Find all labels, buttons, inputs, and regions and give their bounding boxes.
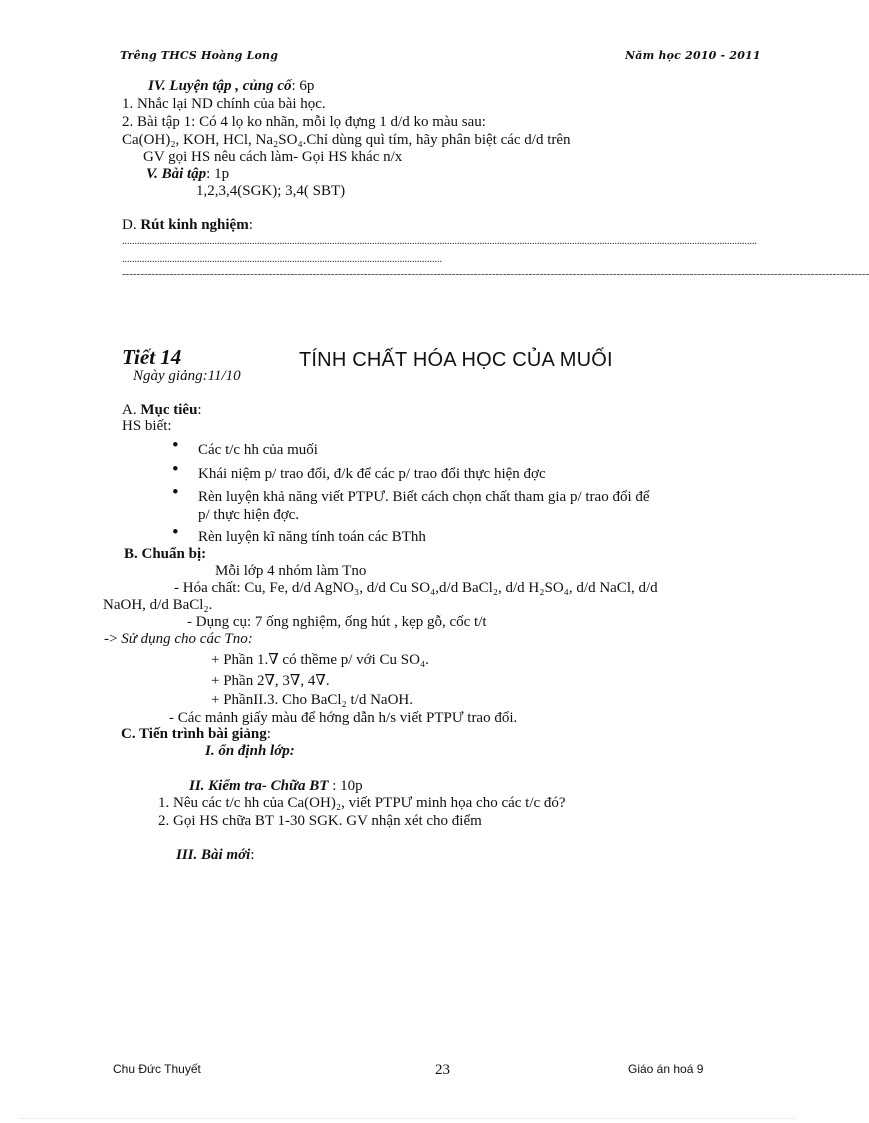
objective-item: Rèn luyện khả năng viết PTPƯ. Biết cách chọn chất tham gia p/ trao đổi để xyxy=(198,489,650,505)
objectives-heading: Mục tiêu xyxy=(140,402,198,418)
experience-label: D. xyxy=(122,217,141,233)
homework-heading-line xyxy=(146,166,229,182)
process-colon: : xyxy=(266,726,271,742)
preparation-use-3: + PhầnII.3. Cho BaCl₂ t/d NaOH. xyxy=(211,692,414,708)
preparation-paper: - Các mảnh giấy màu để hớng dẫn h/s viết PTPƯ trao đổi. xyxy=(169,710,518,726)
practice-time: : 6p xyxy=(291,78,315,94)
bullet-dot: • xyxy=(172,522,179,543)
practice-line-1: 1. Nhắc lại ND chính của bài học. xyxy=(122,96,326,112)
preparation-chemicals-1: - Hóa chất: Cu, Fe, d/d AgNO₃, d/d Cu SO₄,d/d BaCl₂, d/d H₂SO₄, d/d NaCl, d/d xyxy=(174,580,658,596)
preparation-use-2: + Phần 2∇, 3∇, 4∇. xyxy=(211,673,330,689)
process-step-1: I. ổn định lớp: xyxy=(205,743,295,759)
process-step-3-line xyxy=(176,847,255,863)
preparation-use-1: + Phần 1.∇ có thềme p/ với Cu SO₄. xyxy=(211,652,429,668)
footer-doc-title: Giáo án hoá 9 xyxy=(628,1062,704,1076)
objective-item: Khái niệm p/ trao đổi, đ/k để các p/ trao đổi thực hiện đợc xyxy=(198,466,546,482)
objective-item-continued: p/ thực hiện đợc. xyxy=(198,507,300,523)
preparation-chemicals-2: NaOH, d/d BaCl₂. xyxy=(103,597,213,613)
experience-colon: : xyxy=(248,217,253,233)
process-step-2-time: : 10p xyxy=(328,778,363,794)
lesson-title: TÍNH CHẤT HÓA HỌC CỦA MUỐI xyxy=(299,349,613,371)
objective-item: Rèn luyện kĩ năng tính toán các BThh xyxy=(198,529,426,545)
experience-dashed-line: ------------------------------------------------------------------------------------------------------------------------------------------------------------------------------------------------------------ xyxy=(122,268,869,280)
process-step-3-colon: : xyxy=(250,847,255,863)
arrow-label: -> xyxy=(104,631,118,647)
practice-heading: IV. Luyện tập , củng cố xyxy=(148,78,292,94)
preparation-heading: B. Chuẩn bị: xyxy=(124,546,207,562)
bullet-dot: • xyxy=(172,459,179,480)
page-bottom-divider xyxy=(20,1118,796,1119)
process-heading: C. Tiến trình bài giảng xyxy=(121,726,267,742)
lesson-date: Ngày giảng:11/10 xyxy=(133,368,241,384)
preparation-use-label: Sử dụng cho các Tno: xyxy=(121,631,253,647)
practice-line-2: 2. Bài tập 1: Có 4 lọ ko nhãn, mỗi lọ đựng 1 d/d ko màu sau: xyxy=(122,114,486,130)
experience-heading: Rút kinh nghiệm xyxy=(140,217,249,233)
header-year: Năm học 2010 - 2011 xyxy=(625,49,761,62)
practice-line-4: GV gọi HS nêu cách làm- Gọi HS khác n/x xyxy=(143,149,403,165)
footer-page-number: 23 xyxy=(435,1062,450,1078)
homework-items: 1,2,3,4(SGK); 3,4( SBT) xyxy=(196,183,346,199)
objectives-colon: : xyxy=(197,402,202,418)
objectives-heading-line xyxy=(122,402,202,418)
preparation-use-line xyxy=(104,631,253,647)
process-step-2-line xyxy=(189,778,363,794)
process-step-3: III. Bài mới xyxy=(176,847,251,863)
lesson-number: Tiết 14 xyxy=(122,345,182,369)
experience-dotted-line-1: .............................................................................................................................................................................................................................................................. xyxy=(122,236,757,247)
process-question-2: 2. Gọi HS chữa BT 1-30 SGK. GV nhận xét cho điểm xyxy=(158,813,482,829)
homework-heading: V. Bài tập xyxy=(146,166,207,182)
objective-item: Các t/c hh của muối xyxy=(198,442,318,458)
experience-heading-line xyxy=(122,217,253,233)
objectives-intro: HS biết: xyxy=(122,418,172,434)
bullet-dot: • xyxy=(172,482,179,503)
objectives-label: A. xyxy=(122,402,141,418)
homework-time: : 1p xyxy=(206,166,230,182)
header-school: Trêng THCS Hoàng Long xyxy=(120,49,279,62)
process-heading-line xyxy=(121,726,271,742)
footer-author: Chu Đức Thuyết xyxy=(113,1062,201,1076)
practice-line-3: Ca(OH)₂, KOH, HCl, Na₂SO₄.Chỉ dùng quì tím, hãy phân biệt các d/d trên xyxy=(122,132,571,148)
process-step-2: II. Kiểm tra- Chữa BT xyxy=(189,778,329,794)
preparation-groups: Mỗi lớp 4 nhóm làm Tno xyxy=(215,563,367,579)
bullet-dot: • xyxy=(172,435,179,456)
practice-heading-line xyxy=(148,78,314,94)
experience-dotted-line-2: ................................................................................................................................ xyxy=(122,254,442,265)
process-question-1: 1. Nêu các t/c hh của Ca(OH)₂, viết PTPƯ minh họa cho các t/c đó? xyxy=(158,795,566,811)
preparation-tools: - Dụng cụ: 7 ống nghiệm, ống hút , kẹp gỗ, cốc t/t xyxy=(187,614,487,630)
